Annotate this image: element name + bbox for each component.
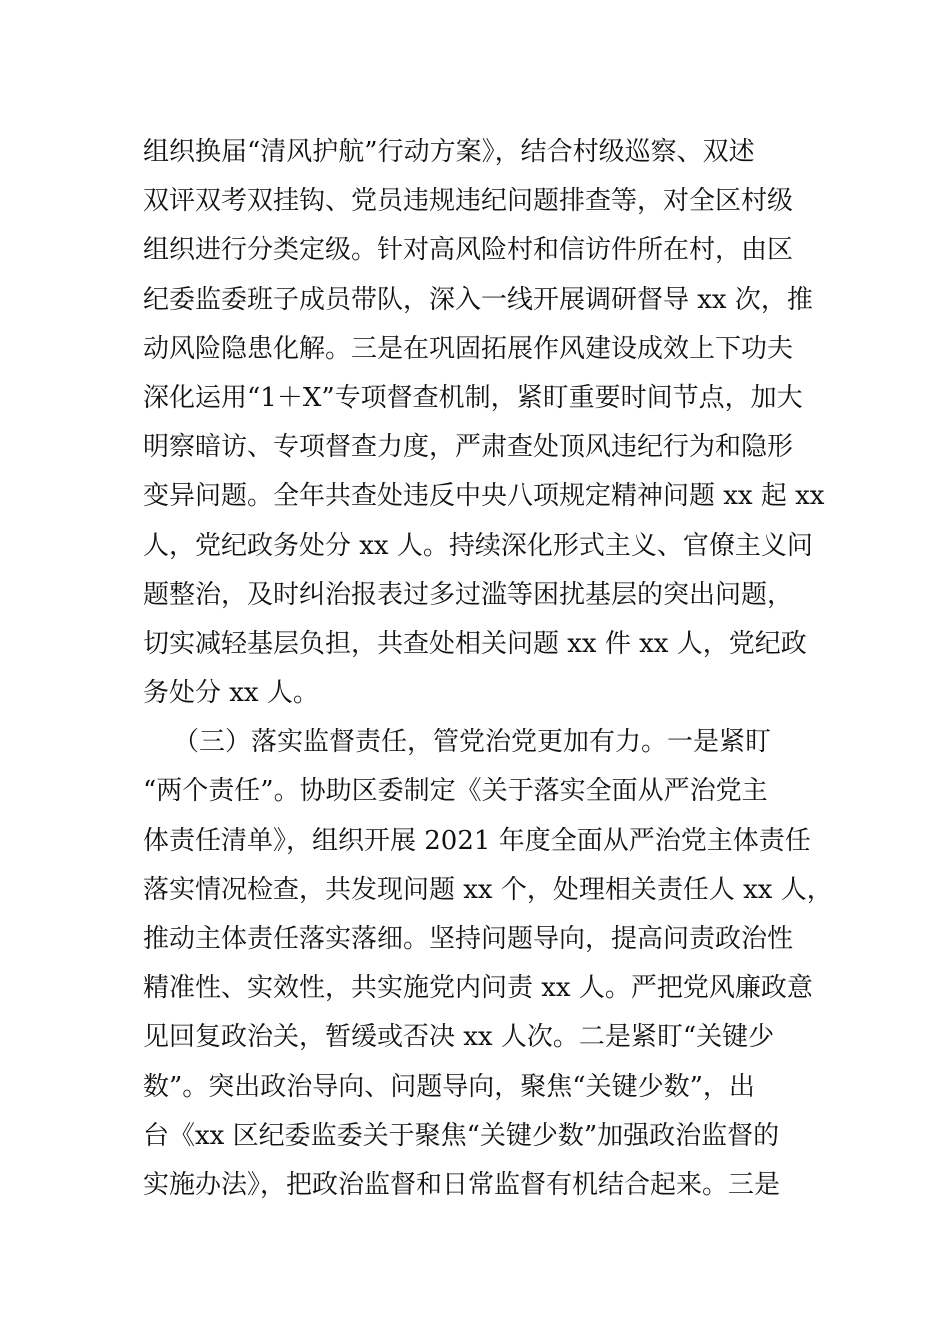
text-line: “两个责任”。协助区委制定《关于落实全面从严治党主 [143,776,768,807]
text-line: 切实减轻基层负担，共查处相关问题 xx 件 xx 人，党纪政 [143,628,807,659]
body-text [143,128,833,1210]
section-heading-line: （三）落实监督责任，管党治党更加有力。一是紧盯 [173,727,772,758]
text-line: 台《xx 区纪委监委关于聚焦“关键少数”加强政治监督的 [143,1120,780,1151]
text-line: 变异问题。全年共查处违反中央八项规定精神问题 xx 起 xx [143,481,825,512]
text-line: 组织进行分类定级。针对高风险村和信访件所在村，由区 [143,235,794,266]
text-line: 动风险隐患化解。三是在巩固拓展作风建设成效上下功夫 [143,333,794,364]
text-line: 深化运用“1＋X”专项督查机制，紧盯重要时间节点，加大 [143,382,803,413]
text-line: 组织换届“清风护航”行动方案》，结合村级巡察、双述 [143,137,755,167]
text-line: 实施办法》，把政治监督和日常监督有机结合起来。三是 [143,1169,781,1200]
text-line: 落实情况检查，共发现问题 xx 个，处理相关责任人 xx 人， [143,874,833,905]
text-line: 推动主体责任落实落细。坚持问题导向，提高问责政治性 [143,924,794,954]
text-line: 双评双考双挂钩、党员违规违纪问题排查等，对全区村级 [143,186,794,217]
text-line: 明察暗访、专项督查力度，严肃查处顶风违纪行为和隐形 [143,432,794,463]
text-line: 数”。突出政治导向、问题导向，聚焦“关键少数”，出 [143,1071,755,1102]
text-line: 题整治，及时纠治报表过多过滥等困扰基层的突出问题， [143,579,794,610]
text-line: 人，党纪政务处分 xx 人。持续深化形式主义、官僚主义问 [143,530,813,561]
text-line: 精准性、实效性，共实施党内问责 xx 人。严把党风廉政意 [143,973,813,1004]
text-line: 见回复政治关，暂缓或否决 xx 人次。二是紧盯“关键少 [143,1022,775,1053]
text-line: 纪委监委班子成员带队，深入一线开展调研督导 xx 次，推 [143,284,813,315]
text-line: 务处分 xx 人。 [143,678,319,709]
text-line: 体责任清单》，组织开展 2021 年度全面从严治党主体责任 [143,825,811,856]
